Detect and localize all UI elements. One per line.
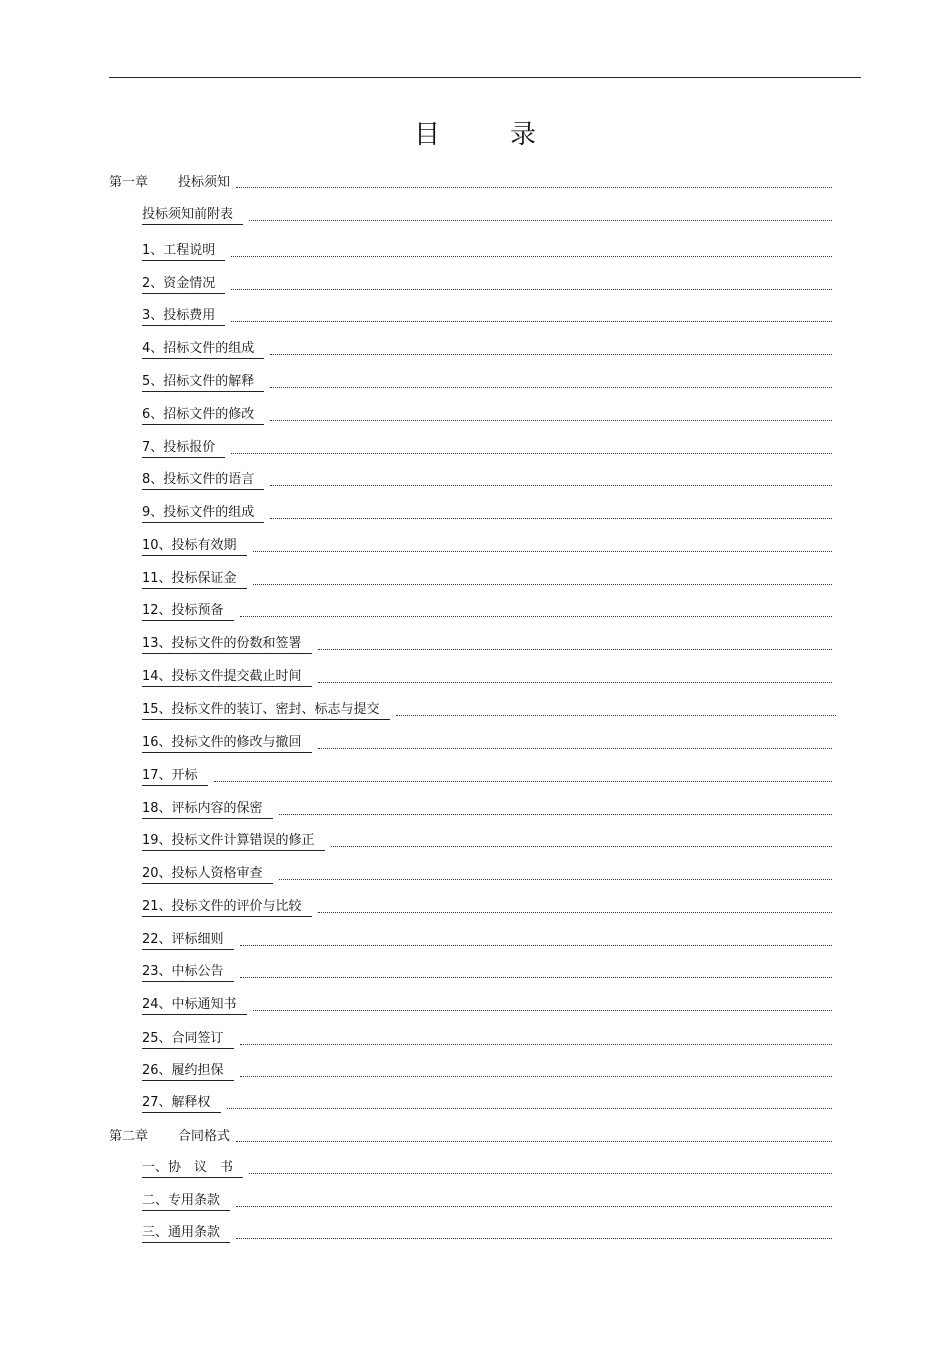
toc-item-title: 投标保证金 (171, 571, 237, 586)
toc-item[interactable] (142, 764, 832, 786)
toc-leader-dots (253, 551, 832, 552)
toc-item-number: 26、 (142, 1063, 172, 1078)
toc-leader-dots (249, 1173, 832, 1174)
toc-leader-dots (270, 354, 832, 355)
toc-leader-dots (236, 1206, 832, 1207)
toc-item-title: 投标文件的修改与撤回 (171, 735, 302, 750)
toc-item[interactable] (142, 272, 832, 294)
toc-item-label (142, 505, 264, 523)
toc-item[interactable] (142, 797, 832, 819)
toc-leader-dots (231, 453, 832, 454)
toc-item-number: 19、 (142, 833, 172, 848)
toc-item-title: 履约担保 (171, 1063, 224, 1078)
toc-item[interactable] (142, 1156, 832, 1178)
toc-item-label (109, 175, 230, 192)
toc-leader-dots (231, 321, 832, 322)
toc-item-title: 招标文件的修改 (163, 407, 255, 422)
toc-leader-dots (240, 1076, 832, 1077)
toc-item-title: 开标 (171, 768, 198, 783)
toc-item-title: 投标费用 (163, 308, 216, 323)
toc-leader-dots (318, 649, 832, 650)
toc-item-number: 21、 (142, 899, 172, 914)
toc-item-title: 资金情况 (163, 276, 216, 291)
toc-item-number: 16、 (142, 735, 172, 750)
toc-item-title: 投标文件的评价与比较 (171, 899, 302, 914)
toc-chapter[interactable] (109, 170, 832, 192)
toc-item[interactable] (142, 665, 832, 687)
toc-item-label (142, 735, 312, 753)
toc-item[interactable] (142, 403, 832, 425)
toc-item-label (142, 243, 225, 261)
toc-item-label (142, 1160, 243, 1178)
toc-item-title: 投标文件的组成 (163, 505, 255, 520)
toc-item-title: 投标文件计算错误的修正 (171, 833, 315, 848)
toc-item[interactable] (142, 599, 832, 621)
toc-leader-dots (240, 1044, 832, 1045)
toc-item-title: 工程说明 (163, 243, 216, 258)
toc-item-label (142, 899, 312, 917)
toc-item-title: 评标内容的保密 (171, 801, 263, 816)
toc-item-label (142, 768, 208, 786)
toc-leader-dots (253, 1010, 832, 1011)
toc-leader-dots (318, 682, 832, 683)
toc-item-title: 通用条款 (168, 1225, 221, 1240)
toc-item-label (142, 997, 247, 1015)
toc-item-label (142, 1095, 221, 1113)
toc-item-title: 投标报价 (163, 440, 216, 455)
toc-item-label (142, 472, 264, 490)
toc-leader-dots (240, 977, 832, 978)
toc-item-label (142, 669, 312, 687)
toc-item[interactable] (142, 829, 832, 851)
toc-item-label (142, 964, 234, 982)
toc-item[interactable] (142, 895, 832, 917)
toc-leader-dots (270, 485, 832, 486)
toc-item-label (142, 833, 325, 851)
toc-item-label (142, 207, 243, 225)
toc-leader-dots (318, 748, 832, 749)
toc-item-title: 中标公告 (171, 964, 224, 979)
toc-item-number: 第一章 (109, 175, 149, 190)
toc-item-label (142, 603, 234, 621)
toc-item-label (142, 374, 264, 392)
toc-leader-dots (279, 814, 832, 815)
toc-item[interactable] (142, 436, 832, 458)
toc-leader-dots (331, 846, 832, 847)
toc-item-label (142, 571, 247, 589)
toc-item-number: 27、 (142, 1095, 172, 1110)
toc-item[interactable] (142, 993, 832, 1015)
toc-item-number: 一、 (142, 1160, 169, 1175)
toc-item-title: 投标人资格审查 (171, 866, 263, 881)
toc-leader-dots (270, 518, 832, 519)
toc-leader-dots (214, 781, 832, 782)
toc-item-title: 投标须知前附表 (142, 207, 234, 222)
toc-item[interactable] (142, 862, 832, 884)
toc-item-number: 10、 (142, 538, 172, 553)
toc-item[interactable] (142, 1059, 832, 1081)
toc-item-number: 22、 (142, 932, 172, 947)
toc-leader-dots (227, 1108, 832, 1109)
toc-leader-dots (249, 220, 832, 221)
toc-leader-dots (253, 584, 832, 585)
toc-item-number: 12、 (142, 603, 172, 618)
toc-item-number: 1、 (142, 243, 164, 258)
toc-item-title: 中标通知书 (171, 997, 237, 1012)
toc-item-number: 6、 (142, 407, 164, 422)
toc-item-title: 评标细则 (171, 932, 224, 947)
toc-item-label (142, 866, 273, 884)
toc-leader-dots (240, 945, 832, 946)
toc-item[interactable] (142, 239, 832, 261)
toc-item[interactable] (142, 698, 836, 720)
toc-item[interactable] (142, 1189, 832, 1211)
toc-item-title: 合同格式 (178, 1129, 231, 1144)
toc-item[interactable] (142, 501, 832, 523)
toc-item[interactable] (142, 337, 832, 359)
toc-item[interactable] (142, 203, 832, 225)
toc-item[interactable] (142, 1221, 832, 1243)
toc-chapter[interactable] (109, 1124, 832, 1146)
toc-item-title: 投标文件的份数和签署 (171, 636, 302, 651)
toc-item-label (109, 1129, 230, 1146)
toc-item-label (142, 1225, 230, 1243)
toc-item-number: 2、 (142, 276, 164, 291)
toc-item-number: 5、 (142, 374, 164, 389)
toc-item-title: 解释权 (171, 1095, 211, 1110)
toc-leader-dots (236, 187, 832, 188)
toc-item-number: 4、 (142, 341, 164, 356)
toc-item[interactable] (142, 567, 832, 589)
toc-item-number: 13、 (142, 636, 172, 651)
toc-item-label (142, 407, 264, 425)
toc-item-title: 投标文件提交截止时间 (171, 669, 302, 684)
toc-item-title: 协 议 书 (168, 1160, 234, 1175)
toc-item-number: 25、 (142, 1031, 172, 1046)
toc-leader-dots (231, 256, 832, 257)
toc-item-label (142, 538, 247, 556)
toc-item-title: 投标有效期 (171, 538, 237, 553)
toc-item-label (142, 440, 225, 458)
toc-leader-dots (231, 289, 832, 290)
toc-item-number: 23、 (142, 964, 172, 979)
toc-item-number: 3、 (142, 308, 164, 323)
toc-item-label (142, 932, 234, 950)
toc-item[interactable] (142, 928, 832, 950)
toc-item-title: 招标文件的组成 (163, 341, 255, 356)
toc-item[interactable] (142, 731, 832, 753)
toc-item[interactable] (142, 534, 832, 556)
toc-item-number: 20、 (142, 866, 172, 881)
page-title-part1: 目 (413, 120, 440, 150)
toc-leader-dots (279, 879, 832, 880)
toc-leader-dots (396, 715, 836, 716)
toc-item-label (142, 636, 312, 654)
toc-leader-dots (236, 1238, 832, 1239)
toc-item-number: 二、 (142, 1193, 169, 1208)
toc-item-number: 18、 (142, 801, 172, 816)
toc-item-number: 第二章 (109, 1129, 149, 1144)
toc-leader-dots (270, 387, 832, 388)
toc-item-number: 7、 (142, 440, 164, 455)
toc-item-label (142, 308, 225, 326)
toc-item-number: 24、 (142, 997, 172, 1012)
toc-item-number: 11、 (142, 571, 172, 586)
toc-item-number: 三、 (142, 1225, 169, 1240)
toc-item[interactable] (142, 370, 832, 392)
toc-item-title: 招标文件的解释 (163, 374, 255, 389)
toc-item-label (142, 801, 273, 819)
toc-item-title: 合同签订 (171, 1031, 224, 1046)
toc-leader-dots (240, 616, 832, 617)
toc-leader-dots (318, 912, 832, 913)
toc-leader-dots (236, 1141, 832, 1142)
toc-item[interactable] (142, 632, 832, 654)
toc-item-number: 9、 (142, 505, 164, 520)
toc-item-number: 15、 (142, 702, 172, 717)
toc-item[interactable] (142, 1027, 832, 1049)
toc-item-title: 投标预备 (171, 603, 224, 618)
toc-item-label (142, 341, 264, 359)
page-title-part2: 录 (510, 120, 537, 150)
toc-item-label (142, 276, 225, 294)
toc-item[interactable] (142, 960, 832, 982)
toc-item-title: 投标须知 (178, 175, 231, 190)
toc-item-title: 投标文件的语言 (163, 472, 255, 487)
toc-item-number: 8、 (142, 472, 164, 487)
toc-item[interactable] (142, 304, 832, 326)
toc-item-number: 17、 (142, 768, 172, 783)
toc-item-label (142, 1193, 230, 1211)
toc-item-label (142, 702, 390, 720)
toc-item-number: 14、 (142, 669, 172, 684)
toc-item-title: 专用条款 (168, 1193, 221, 1208)
toc-item[interactable] (142, 1091, 832, 1113)
toc-leader-dots (270, 420, 832, 421)
toc-item[interactable] (142, 468, 832, 490)
toc-item-label (142, 1031, 234, 1049)
toc-item-title: 投标文件的装订、密封、标志与提交 (171, 702, 380, 717)
toc-item-label (142, 1063, 234, 1081)
